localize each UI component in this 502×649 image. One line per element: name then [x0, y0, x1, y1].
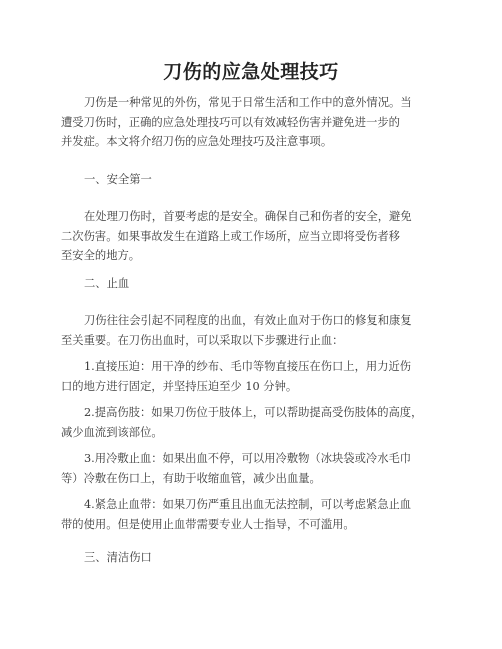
safety-paragraph [61, 207, 441, 266]
text-line: 4.紧急止血带：如果刀伤严重且出血无法控制，可以考虑紧急止血 [84, 498, 412, 511]
text-line: 带的使用。但是使用止血带需要专业人士指导，不可滥用。 [61, 517, 355, 531]
step-tourniquet [61, 495, 441, 534]
section-heading-bleeding: 二、止血 [84, 277, 130, 290]
section-heading-clean-wound: 三、清洁伤口 [84, 551, 152, 564]
text-line: 刀伤往往会引起不同程度的出血，有效止血对于伤口的修复和康复 [84, 314, 412, 327]
text-line: 等）冷敷在伤口上，有助于收缩血管，减少出血量。 [61, 471, 321, 485]
text-line: 二次伤害。如果事故发生在道路上或工作场所，应当立即将受伤者移 [61, 229, 400, 243]
intro-paragraph [61, 93, 441, 152]
text-line: 1.直接压迫：用干净的纱布、毛巾等物直接压在伤口上，用力近伤 [84, 360, 412, 373]
text-line: 口的地方进行固定，并坚持压迫至少 10 分钟。 [61, 379, 298, 393]
text-line: 2.提高伤肢：如果刀伤位于肢体上，可以帮助提高受伤肢体的高度， [84, 406, 423, 419]
text-line: 减少血流到该部位。 [61, 425, 163, 439]
text-line: 刀伤是一种常见的外伤，常见于日常生活和工作中的意外情况。当 [84, 96, 412, 109]
text-line: 3.用冷敷止血：如果出血不停，可以用冷敷物（冰块袋或冷水毛巾 [84, 452, 412, 465]
text-line: 在处理刀伤时，首要考虑的是安全。确保自己和伤者的安全，避免 [84, 210, 412, 223]
text-line: 遭受刀伤时，正确的应急处理技巧可以有效减轻伤害并避免进一步的 [61, 115, 400, 129]
step-direct-pressure [61, 357, 441, 396]
step-cold-compress [61, 449, 441, 488]
document-title: 刀伤的应急处理技巧 [163, 61, 339, 83]
text-line: 至安全的地方。 [61, 249, 141, 262]
bleeding-paragraph [61, 311, 441, 350]
section-heading-safety: 一、安全第一 [84, 173, 152, 186]
step-elevate-limb [61, 403, 441, 442]
text-line: 并发症。本文将介绍刀伤的应急处理技巧及注意事项。 [61, 135, 333, 148]
text-line: 至关重要。在刀伤出血时，可以采取以下步骤进行止血： [61, 333, 344, 347]
